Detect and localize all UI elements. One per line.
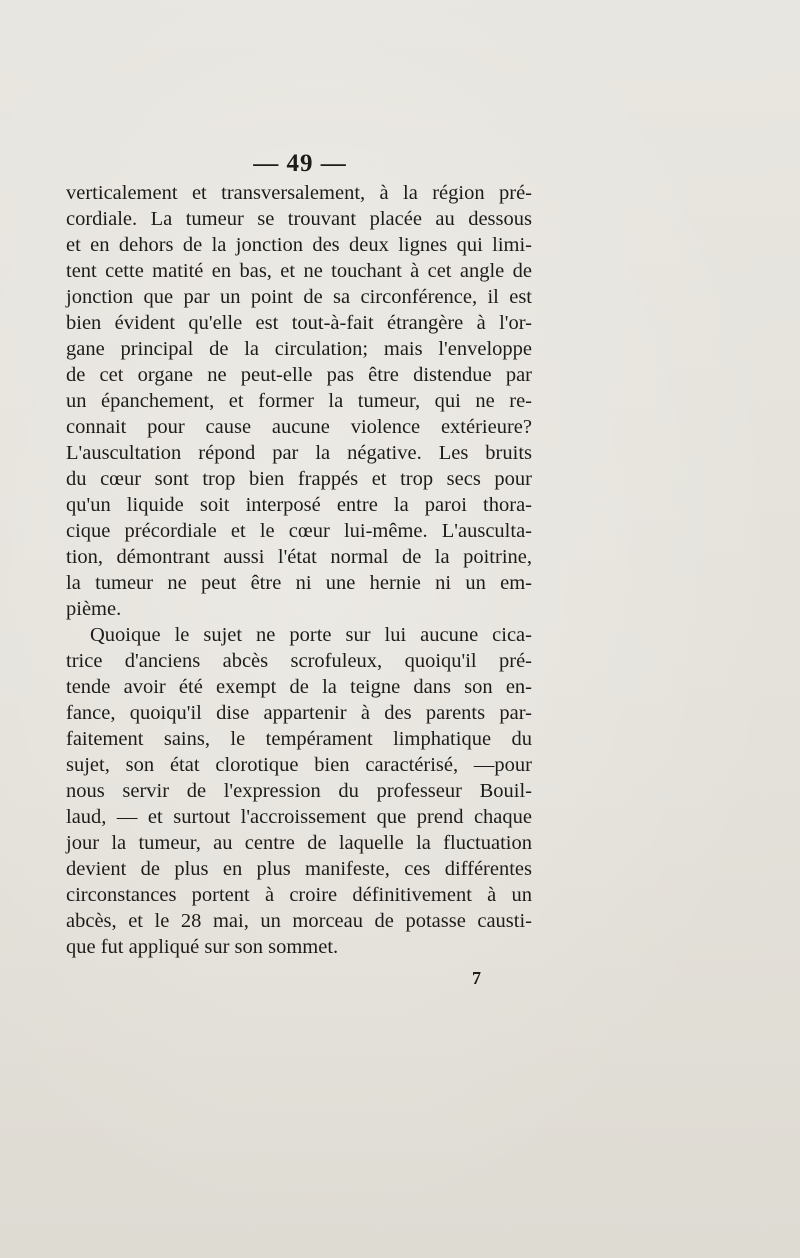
page-number-header: — 49 — bbox=[253, 150, 347, 177]
text-line: bien évident qu'elle est tout-à-fait étrangère à l'or- bbox=[66, 312, 532, 334]
text-line: faitement sains, le tempérament limphatique du bbox=[66, 728, 532, 750]
text-line: la tumeur ne peut être ni une hernie ni un em- bbox=[66, 572, 532, 594]
paragraph-2 bbox=[66, 622, 532, 960]
text-line: cordiale. La tumeur se trouvant placée au dessous bbox=[66, 208, 532, 230]
text-line: trice d'anciens abcès scrofuleux, quoiqu'il pré- bbox=[66, 650, 532, 672]
text-line: L'auscultation répond par la négative. Les bruits bbox=[66, 442, 532, 464]
text-line: circonstances portent à croire définitivement à un bbox=[66, 884, 532, 906]
paragraph-1 bbox=[66, 180, 532, 622]
text-line: nous servir de l'expression du professeur Bouil- bbox=[66, 780, 532, 802]
text-line: Quoique le sujet ne porte sur lui aucune cica- bbox=[90, 624, 532, 646]
text-line: laud, — et surtout l'accroissement que prend chaque bbox=[66, 806, 532, 828]
text-line: tion, démontrant aussi l'état normal de la poitrine, bbox=[66, 546, 532, 568]
printer-signature-mark: 7 bbox=[472, 968, 481, 988]
text-line: verticalement et transversalement, à la région pré- bbox=[66, 182, 532, 204]
text-line: sujet, son état clorotique bien caractérisé, —pour bbox=[66, 754, 532, 776]
text-line: qu'un liquide soit interposé entre la paroi thora- bbox=[66, 494, 532, 516]
text-line: fance, quoiqu'il dise appartenir à des parents par- bbox=[66, 702, 532, 724]
text-line: cique précordiale et le cœur lui-même. L'ausculta- bbox=[66, 520, 532, 542]
text-line: devient de plus en plus manifeste, ces différentes bbox=[66, 858, 532, 880]
text-line: jour la tumeur, au centre de laquelle la fluctuation bbox=[66, 832, 532, 854]
text-line: connait pour cause aucune violence extérieure? bbox=[66, 416, 532, 438]
text-line: un épanchement, et former la tumeur, qui ne re- bbox=[66, 390, 532, 412]
text-line: de cet organe ne peut-elle pas être distendue par bbox=[66, 364, 532, 386]
text-line: tent cette matité en bas, et ne touchant à cet angle de bbox=[66, 260, 532, 282]
text-line: que fut appliqué sur son sommet. bbox=[66, 936, 339, 958]
text-line: et en dehors de la jonction des deux lignes qui limi- bbox=[66, 234, 532, 256]
text-line: abcès, et le 28 mai, un morceau de potasse causti- bbox=[66, 910, 532, 932]
text-line: tende avoir été exempt de la teigne dans son en- bbox=[66, 676, 532, 698]
body-text bbox=[66, 180, 532, 960]
text-line: pième. bbox=[66, 598, 122, 620]
text-line: jonction que par un point de sa circonférence, il est bbox=[66, 286, 532, 308]
text-line: du cœur sont trop bien frappés et trop secs pour bbox=[66, 468, 532, 490]
text-line: gane principal de la circulation; mais l'enveloppe bbox=[66, 338, 532, 360]
